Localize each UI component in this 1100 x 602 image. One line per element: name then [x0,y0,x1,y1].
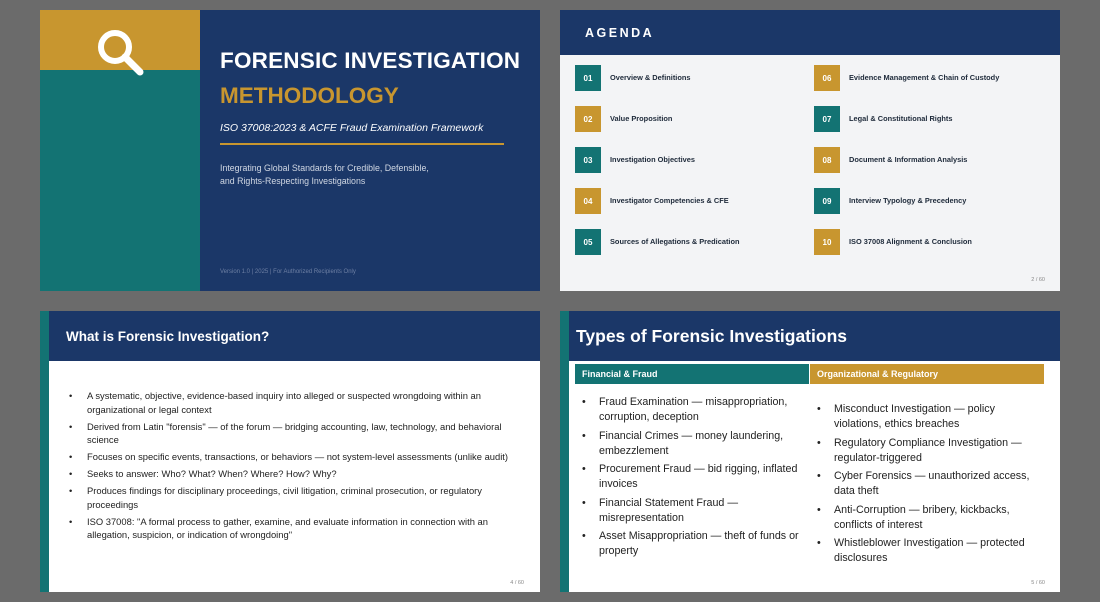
agenda-item-label: Interview Typology & Precedency [849,196,967,205]
agenda-number-badge: 04 [575,188,601,214]
list-item: • Misconduct Investigation — policy violations, ethics breaches [814,402,1034,432]
agenda-item-label: ISO 37008 Alignment & Conclusion [849,237,972,246]
slide-heading: Types of Forensic Investigations [576,326,847,346]
bullet-item: • Produces findings for disciplinary proceedings, civil litigation, criminal prosecution, or regulatory proceedings [66,484,521,511]
list-item: • Anti-Corruption — bribery, kickbacks, conflicts of interest [814,503,1034,533]
description-line-1: Integrating Global Standards for Credible, Defensible, [220,163,429,173]
list-item: • Cyber Forensics — unauthorized access, data theft [814,469,1034,499]
title-line-2: METHODOLOGY [220,83,399,108]
magnifier-icon [94,26,148,80]
organizational-list [814,402,1034,570]
bullet-item: • ISO 37008: "A formal process to gather, examine, and evaluate information in connection with an allegation, suspicion, or indication of wrongdoing" [66,515,521,542]
agenda-number-badge: 08 [814,147,840,173]
teal-side-bar [40,311,49,592]
list-item: • Asset Misappropriation — theft of funds or property [579,529,799,559]
agenda-item-label: Overview & Definitions [610,73,691,82]
slide-title[interactable] [40,10,540,291]
divider [220,143,504,145]
agenda-number-badge: 10 [814,229,840,255]
agenda-item-label: Investigator Competencies & CFE [610,196,729,205]
bullet-item: • Derived from Latin "forensis" — of the forum — bridging accounting, law, technology, and behavioral science [66,420,521,447]
title-line-1: FORENSIC INVESTIGATION [220,48,521,73]
description [220,162,460,187]
list-item: • Procurement Fraud — bid rigging, inflated invoices [579,462,799,492]
agenda-item-label: Legal & Constitutional Rights [849,114,953,123]
financial-list [579,395,799,563]
agenda-number-badge: 05 [575,229,601,255]
agenda-item-label: Investigation Objectives [610,155,696,164]
bullet-item: • Seeks to answer: Who? What? When? Where? How? Why? [66,467,521,481]
teal-side-bar [560,311,569,592]
agenda-item[interactable] [814,147,1054,173]
agenda-item-label: Evidence Management & Chain of Custody [849,73,1000,82]
list-item: • Regulatory Compliance Investigation — regulator-triggered [814,436,1034,466]
agenda-item-label: Value Proposition [610,114,673,123]
category-financial-fraud: Financial & Fraud [575,364,809,384]
slide-heading: What is Forensic Investigation? [66,329,270,344]
agenda-item[interactable] [575,229,815,255]
agenda-number-badge: 06 [814,65,840,91]
list-item: • Financial Crimes — money laundering, embezzlement [579,429,799,459]
slide-types[interactable] [560,311,1060,592]
page-number: 4 / 60 [510,580,524,586]
agenda-item[interactable] [575,106,815,132]
list-item: • Fraud Examination — misappropriation, corruption, deception [579,395,799,425]
agenda-item-label: Document & Information Analysis [849,155,968,164]
page-number: 2 / 60 [1031,277,1045,283]
agenda-number-badge: 03 [575,147,601,173]
teal-accent-block [40,70,200,291]
agenda-number-badge: 01 [575,65,601,91]
list-item: • Whistleblower Investigation — protected disclosures [814,536,1034,566]
agenda-item[interactable] [575,147,815,173]
bullet-item: • Focuses on specific events, transactions, or behaviors — not system-level assessments (unlike audit) [66,450,521,464]
agenda-item[interactable] [814,65,1054,91]
agenda-number-badge: 07 [814,106,840,132]
agenda-item-label: Sources of Allegations & Predication [610,237,740,246]
agenda-item[interactable] [814,229,1054,255]
agenda-item[interactable] [814,188,1054,214]
agenda-number-badge: 09 [814,188,840,214]
footer-text: Version 1.0 | 2025 | For Authorized Recipients Only [220,269,356,275]
list-item: • Financial Statement Fraud — misrepresentation [579,496,799,526]
description-line-2: and Rights-Respecting Investigations [220,175,366,186]
agenda-item[interactable] [575,188,815,214]
agenda-number-badge: 02 [575,106,601,132]
page-number: 5 / 60 [1031,580,1045,586]
agenda-title: AGENDA [585,26,655,40]
subtitle: ISO 37008:2023 & ACFE Fraud Examination Framework [220,122,484,134]
slide-definition[interactable] [40,311,540,592]
bullet-item: • A systematic, objective, evidence-based inquiry into alleged or suspected wrongdoing within an organizational or legal context [66,389,521,416]
agenda-item[interactable] [575,65,815,91]
bullet-list [66,389,521,546]
category-organizational-regulatory: Organizational & Regulatory [810,364,1044,384]
slide-agenda[interactable] [560,10,1060,291]
agenda-item[interactable] [814,106,1054,132]
